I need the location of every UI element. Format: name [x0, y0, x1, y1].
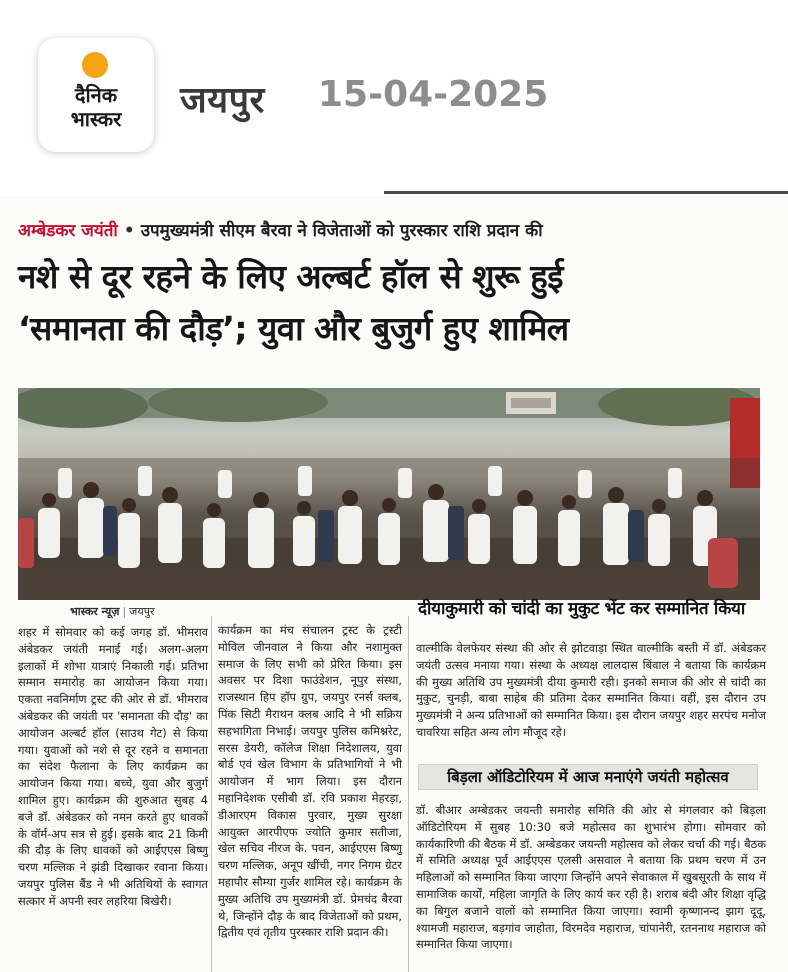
app-header [0, 0, 788, 190]
newspaper-clipping [0, 196, 788, 972]
headline-line2: ‘समानता की दौड़’; युवा और बुजुर्ग हुए शामिल [18, 309, 569, 348]
byline [70, 604, 154, 619]
edition-date[interactable]: 15-04-2025 [318, 74, 549, 115]
kicker-bullet-icon: • [123, 221, 135, 241]
race-crowd-photo [18, 388, 760, 600]
article-column-2: कार्यक्रम का मंच संचालन ट्रस्ट के ट्रस्टी मोविल जीनवाल ने किया और नशामुक्त समाज के लिए सभी को प्रेरित किया। इस अवसर पर दिशा फाउंडेशन, नूपुर संस्था, राजस्थान हिप हॉप ग्रुप, जयपुर रनर्स क्लब, पिंक सिटी मैराथन क्लब आदि ने भी सक्रिय सहभागिता निभाई। जयपुर पुलिस कमिश्नरेट, सरस डेयरी, कॉलेज शिक्षा निदेशालय, युवा बोर्ड एवं खेल विभाग के प्रतिभागियों ने भी आयोजन में भाग लिया। इस दौरान महानिदेशक एसीबी डॉ. रवि प्रकाश मेहरड़ा, डीआरएम विकास पुरवार, मुख्य सुरक्षा आयुक्त आरपीएफ ज्योति कुमार सतीजा, खेल सचिव नीरज के. पवन, आईएएस बिष्णु चरण मल्लिक, अनूप खींची, नगर निगम ग्रेटर महापौर सौम्या गुर्जर शामिल रहे। कार्यक्रम के मुख्य अतिथि उप मुख्यमंत्री डॉ. प्रेमचंद बैरवा थे, जिन्होंने दौड़ के बाद विजेताओं को प्रथम, द्वितीय एवं तृतीय पुरस्कार राशि प्रदान की। [218, 623, 402, 940]
byline-place: जयपुर [129, 605, 155, 618]
column-divider [408, 616, 409, 972]
dainik-bhaskar-logo[interactable] [38, 38, 154, 152]
article-column-1: शहर में सोमवार को कई जगह डॉ. भीमराव अंबेडकर जयंती मनाई गई। अलग-अलग इलाकों में शोभा यात्राएं निकाली गई। प्रतिभा सम्मान समारोह का आयोजन किया गया। एकता नवनिर्माण ट्रस्ट की ओर से डॉ. भीमराव अंबेडकर की जयंती पर 'समानता की दौड़' का आयोजन अल्बर्ट हॉल (साउथ गेट) से किया गया। युवाओं को नशे से दूर रहने व समानता का संदेश फैलाना के लिए कार्यक्रम का आयोजन किया गया। बच्चे, युवा और बुजुर्ग शामिल हुए। कार्यक्रम की शुरुआत सुबह 4 बजे डॉ. अंबेडकर को नमन करते हुए धावकों के वॉर्म-अप सत्र से हुई। इसके बाद 21 किमी की दौड़ के लिए धावकों को आईएएस बिष्णु चरण मल्लिक ने झंडी दिखाकर रवाना किया। जयपुर पुलिस बैंड ने भी अतिथियों के स्वागत सत्कार में अपनी स्वर लहरिया बिखेरी। [18, 625, 208, 908]
edition-city[interactable]: जयपुर [180, 80, 265, 121]
article-kicker [18, 218, 778, 241]
headline-line1: नशे से दूर रहने के लिए अल्बर्ट हॉल से शुरू हुई [18, 257, 563, 296]
kicker-tag: अम्बेडकर जयंती [18, 221, 118, 241]
kicker-text: उपमुख्यमंत्री सीएम बैरवा ने विजेताओं को पुरस्कार राशि प्रदान की [140, 221, 543, 241]
sidebar-body-birla: डॉ. बीआर अम्बेडकर जयन्ती समारोह समिति की ओर से मंगलवार को बिड़ला ऑडिटोरियम में सुबह 10:30 बजे महोत्सव का शुभारंभ होगा। सोमवार को कार्यकारिणी की बैठक में डॉ. अम्बेडकर जयन्ती महोत्सव को लेकर चर्चा की गई। बैठक में समिति अध्यक्ष पूर्व आईएएस एलसी असवाल ने बताया कि प्रथम चरण में उन महिलाओं को सम्मानित किया जाएगा जिन्होंने अपने सेवाकाल में खुबसूरती के साथ में सामाजिक कार्यों, महिला जागृति के लिए कार्य कर रही है। शराब बंदी और शिक्षा वृद्धि का बिगुल बजाने वालों को सम्मानित किया जाएगा। स्वामी कृष्णानन्द झाग दूदू, श्यामजी महाराज, बड़गांव जाहोता, विरमदेव महाराज, चांपानेरी, रतननाथ महाराज को सम्मानित किया जाएगा। [416, 803, 766, 952]
sidebar-headline-diyakumari: दीयाकुमारी को चांदी का मुकुट भेंट कर सम्मानित किया [418, 599, 745, 619]
logo-line2: भास्कर [70, 107, 122, 131]
byline-source: भास्कर न्यूज़ [70, 605, 120, 618]
column-divider [211, 616, 212, 972]
header-divider [384, 191, 788, 194]
logo-sun-icon [82, 52, 108, 78]
logo-line1: दैनिक [74, 83, 118, 107]
byline-divider: | [122, 605, 127, 618]
sidebar-body-diyakumari: वाल्मीकि वेलफेयर संस्था की ओर से झोटवाड़ा स्थित वाल्मीकि बस्ती में डॉ. अंबेडकर जयंती उत्सव मनाया गया। संस्था के अध्यक्ष लालदास बिंवाल ने बताया कि कार्यक्रम की मुख्य अतिथि उप मुख्यमंत्री दीया कुमारी रही। इनको समाज की ओर से चांदी का मुकुट, चुनड़ी, बाबा साहेब की प्रतिमा देकर सम्मानित किया। वहीं, इस दौरान उप मुख्यमंत्री ने अन्य प्रतिभाओं को सम्मानित किया। इस दौरान जयपुर शहर सरपंच मनोज चावरिया सहित अन्य लोग मौजूद रहे। [416, 641, 766, 739]
sidebar-headline-birla: बिड़ला ऑडिटोरियम में आज मनाएंगे जयंती महोत्सव [418, 764, 758, 790]
